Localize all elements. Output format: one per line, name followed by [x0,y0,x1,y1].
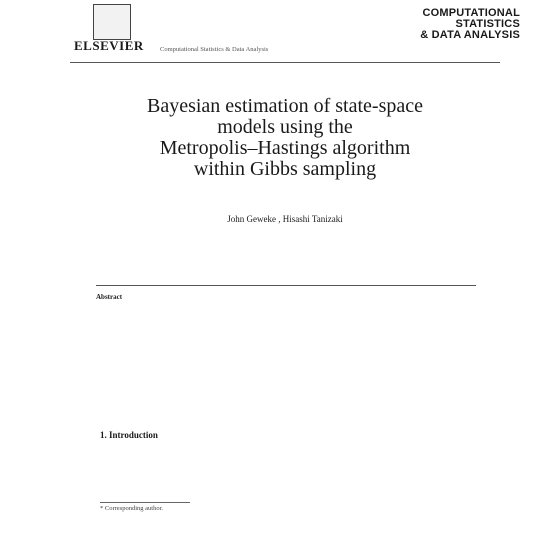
section-heading: 1. Introduction [100,430,158,440]
footnote-rule [100,502,190,503]
title-line: Metropolis–Hastings algorithm [159,137,411,159]
brand-line: COMPUTATIONAL [422,7,520,19]
title-line: within Gibbs sampling [193,158,377,180]
title-line: models using the [217,116,353,138]
journal-citation: Computational Statistics & Data Analysis [160,46,269,53]
header-rule [70,62,500,63]
title-line: Bayesian estimation of state-space [146,95,423,117]
publisher-name: ELSEVIER [74,38,144,53]
brand-line: STATISTICS [455,18,520,30]
authors: John Geweke , Hisashi Tanizaki [227,214,343,224]
journal-brand [380,8,520,41]
publisher-logo-icon [93,4,131,40]
footnote: * Corresponding author. [100,505,164,512]
abstract-heading: Abstract [96,293,123,301]
abstract-rule [96,285,476,286]
paper-title [70,96,500,180]
brand-line: & DATA ANALYSIS [420,29,520,41]
